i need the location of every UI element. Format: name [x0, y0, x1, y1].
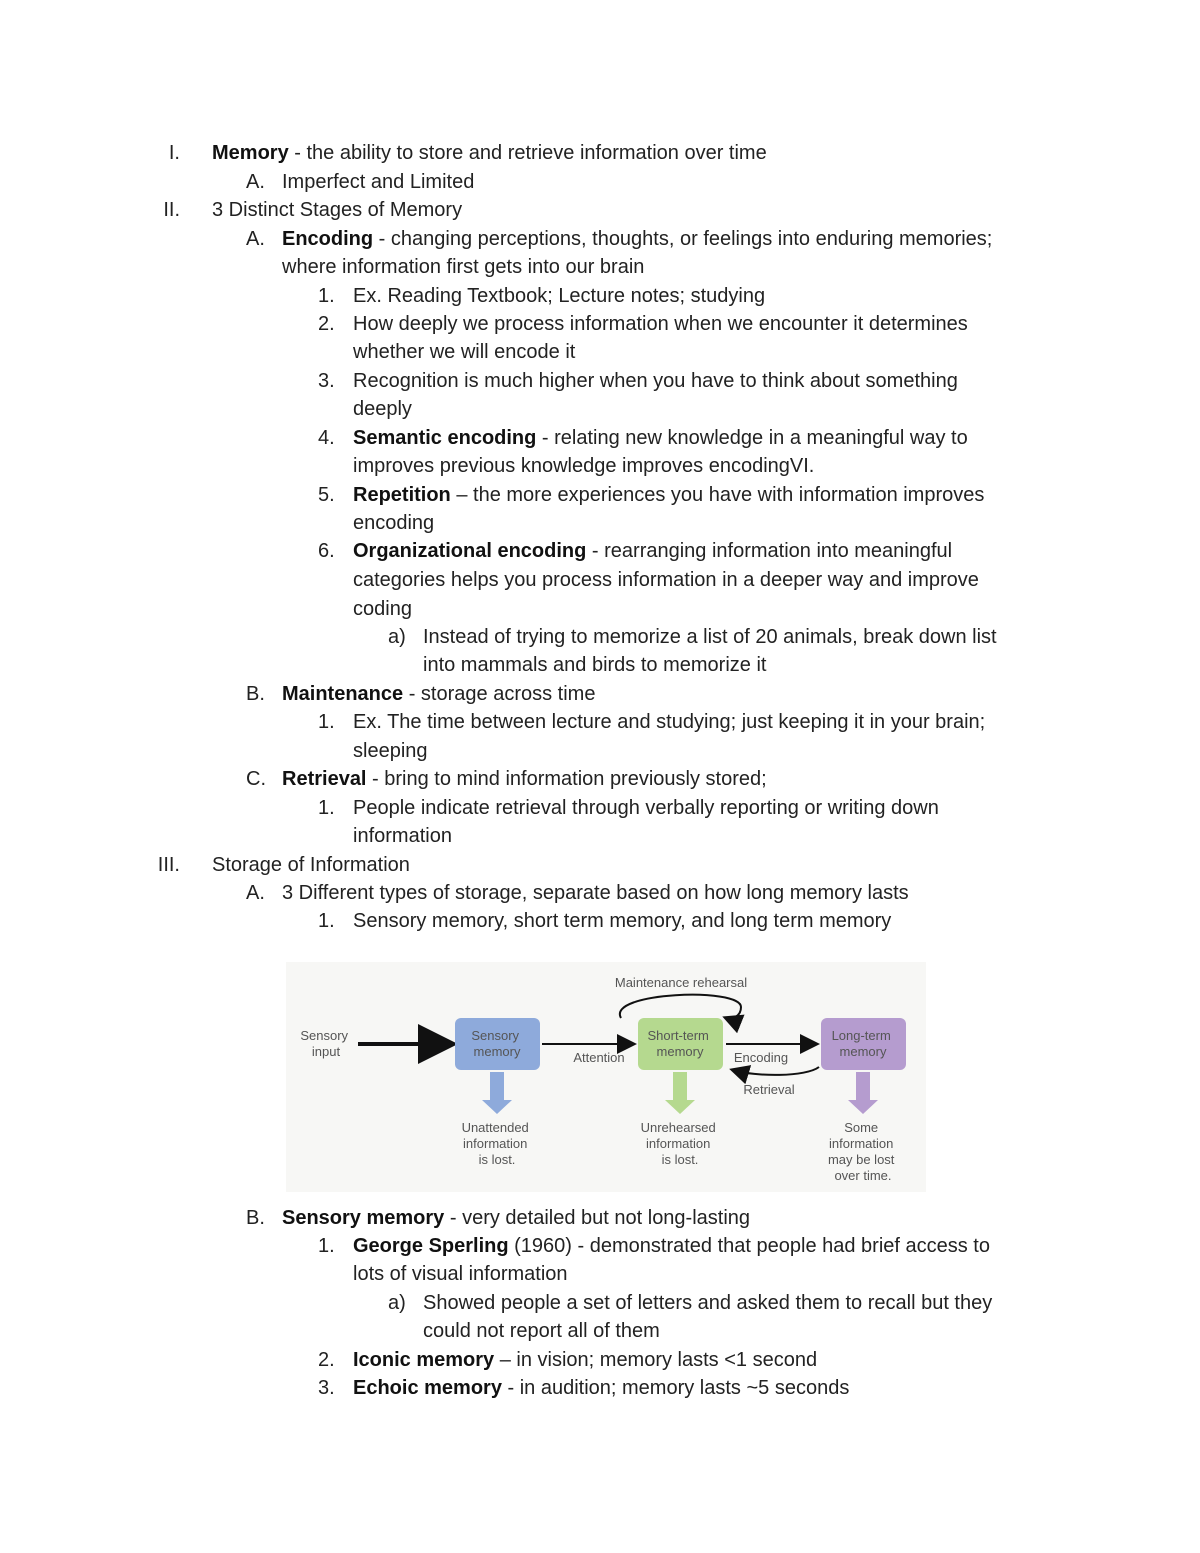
term: Sensory memory: [282, 1207, 445, 1229]
outline-item: a) Showed people a set of letters and asked them to recall but they: [388, 1292, 993, 1314]
outline-item: I. Memory - the ability to store and retrieve information over time: [168, 142, 767, 164]
outline-item: 5. Repetition – the more experiences you have with information improves: [318, 484, 985, 506]
outline-continuation: lots of visual information: [353, 1263, 568, 1285]
outline-item: 1. Ex. The time between lecture and studying; just keeping it in your brain;: [318, 711, 986, 733]
outline-continuation: could not report all of them: [423, 1320, 660, 1342]
term: Semantic encoding: [353, 427, 537, 449]
retrieval-label: Retrieval: [743, 1082, 795, 1097]
outline-item: 1. Ex. Reading Textbook; Lecture notes; studying: [318, 285, 766, 307]
outline-continuation: improves previous knowledge improves encodingVI.: [353, 455, 815, 477]
outline-item: 4. Semantic encoding - relating new knowledge in a meaningful way to: [318, 427, 968, 449]
outline-continuation: coding: [353, 598, 412, 620]
outline-item: B. Maintenance - storage across time: [246, 683, 596, 705]
term: Echoic memory: [353, 1377, 502, 1399]
outline-item: A. Imperfect and Limited: [246, 171, 475, 193]
term: Retrieval: [282, 768, 367, 790]
outline-item: 1. People indicate retrieval through verbally reporting or writing down: [318, 797, 939, 819]
maintenance-label: Maintenance rehearsal: [614, 975, 748, 990]
outline-item: III. Storage of Information: [157, 854, 410, 876]
term: Iconic memory: [353, 1349, 495, 1371]
outline-item: 3. Echoic memory - in audition; memory lasts ~5 seconds: [318, 1377, 850, 1399]
term: Memory: [212, 142, 289, 164]
outline-continuation: categories helps you process information in a deeper way and improve: [353, 569, 979, 591]
term: George Sperling: [353, 1235, 509, 1257]
sensory-memory-label: Sensory memory: [471, 1028, 521, 1059]
outline-item: 2. Iconic memory – in vision; memory lasts <1 second: [318, 1349, 818, 1371]
long-term-memory-label: Long-term memory: [831, 1028, 891, 1059]
outline-item: a) Instead of trying to memorize a list of 20 animals, break down list: [388, 626, 997, 648]
outline-item: C. Retrieval - bring to mind information previously stored;: [246, 768, 767, 790]
sensory-input-label: Sensory input: [300, 1028, 349, 1059]
outline-continuation: information: [353, 825, 452, 847]
memory-stages-diagram: [286, 962, 926, 1192]
outline-continuation: encoding: [353, 512, 435, 534]
outline-continuation: into mammals and birds to memorize it: [423, 654, 767, 676]
term: Encoding: [282, 228, 374, 250]
term: Organizational encoding: [353, 540, 587, 562]
encoding-label: Encoding: [733, 1050, 789, 1065]
outline-item: A. Encoding - changing perceptions, thoughts, or feelings into enduring memories;: [246, 228, 993, 250]
unrehearsed-lost-label: Unrehearsed information is lost.: [640, 1120, 716, 1167]
outline-continuation: sleeping: [353, 740, 428, 762]
outline-continuation: deeply: [353, 398, 412, 420]
long-term-lost-label: Some information may be lost over time.: [827, 1120, 895, 1183]
outline-continuation: whether we will encode it: [353, 341, 576, 363]
attention-label: Attention: [573, 1050, 625, 1065]
outline-item: 1. George Sperling (1960) - demonstrated that people had brief access to: [318, 1235, 990, 1257]
outline-item: A. 3 Different types of storage, separate based on how long memory lasts: [246, 882, 909, 904]
short-term-memory-label: Short-term memory: [647, 1028, 709, 1059]
outline-item: II. 3 Distinct Stages of Memory: [163, 199, 463, 221]
unattended-lost-label: Unattended information is lost.: [461, 1120, 529, 1167]
outline-item: 3. Recognition is much higher when you have to think about something: [318, 370, 958, 392]
term: Maintenance: [282, 683, 404, 705]
outline-continuation: where information first gets into our brain: [282, 256, 645, 278]
outline-item: 6. Organizational encoding - rearranging information into meaningful: [318, 540, 953, 562]
outline-item: B. Sensory memory - very detailed but not long-lasting: [246, 1207, 751, 1229]
outline-item: 2. How deeply we process information when we encounter it determines: [318, 313, 968, 335]
outline-item: 1. Sensory memory, short term memory, and long term memory: [318, 910, 892, 932]
term: Repetition: [353, 484, 451, 506]
